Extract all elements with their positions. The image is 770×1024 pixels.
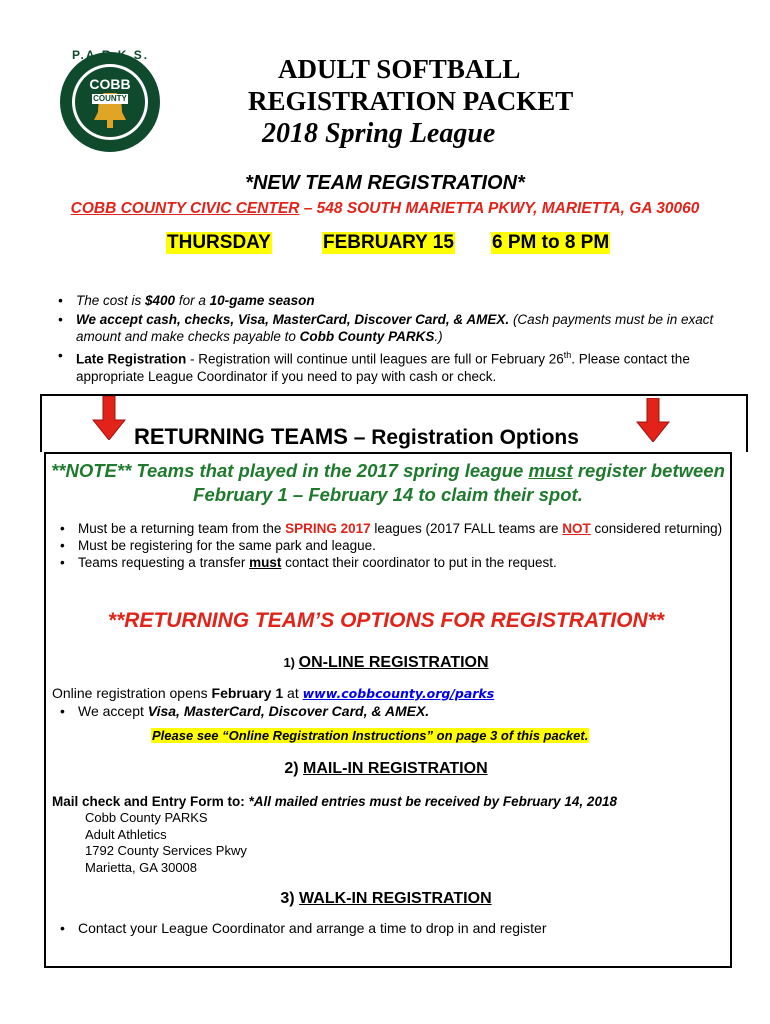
title-line-1: ADULT SOFTBALL: [278, 54, 521, 84]
info-list: [54, 292, 734, 385]
list-item: • Must be a returning team from the SPRING 2017 leagues (2017 FALL teams are NOT considered returning): [56, 520, 726, 537]
list-item: • Must be registering for the same park and league.: [56, 537, 726, 554]
address-line: Cobb County PARKS: [85, 810, 208, 825]
new-team-heading: *NEW TEAM REGISTRATION*: [245, 172, 525, 194]
title-line-2: REGISTRATION PACKET: [248, 86, 574, 116]
options-heading: **RETURNING TEAM’S OPTIONS FOR REGISTRATION**: [107, 609, 665, 632]
walkin-list: [56, 920, 547, 936]
logo-name: COBB: [89, 76, 131, 92]
title-line-3: 2018 Spring League: [262, 118, 496, 149]
mail-address: [85, 810, 247, 876]
location-address: – 548 SOUTH MARIETTA PKWY, MARIETTA, GA 30060: [299, 200, 700, 217]
event-day: THURSDAY: [167, 232, 271, 253]
location-line: [0, 200, 770, 218]
location-name: COBB COUNTY CIVIC CENTER: [70, 200, 300, 217]
list-item: • Late Registration - Registration will continue until leagues are full or February 26th. Please contact the appropriate League Coordinator if you need to pay with cash or check.: [54, 347, 734, 385]
note-text: **NOTE** Teams that played in the 2017 spring league must register between February 1 – February 14 to claim their spot.: [51, 460, 725, 505]
cobb-parks-logo: [58, 50, 162, 154]
online-instructions-note: Please see “Online Registration Instructions” on page 3 of this packet.: [152, 728, 589, 743]
walkin-heading: 3) WALK-IN REGISTRATION: [280, 890, 492, 907]
online-opens: Online registration opens February 1 at www.cobbcounty.org/parks: [52, 685, 495, 701]
returning-teams-heading: RETURNING TEAMS – Registration Options: [134, 424, 579, 449]
online-heading: 1) ON-LINE REGISTRATION: [283, 654, 489, 671]
logo-county: COUNTY: [93, 94, 127, 103]
list-item: • We accept Visa, MasterCard, Discover Card, & AMEX.: [56, 703, 429, 719]
list-item: • The cost is $400 for a 10-game season: [54, 292, 734, 309]
returning-requirements-list: [56, 520, 726, 571]
logo-ring-text: P.A.R.K.S.: [72, 48, 150, 62]
event-time: 6 PM to 8 PM: [492, 232, 610, 253]
address-line: 1792 County Services Pkwy: [85, 843, 247, 858]
address-line: Adult Athletics: [85, 826, 167, 842]
down-arrow-right-icon: [636, 398, 670, 447]
event-date: FEBRUARY 15: [323, 232, 454, 253]
mail-lead: Mail check and Entry Form to: *All mailed entries must be received by February 14, 2018: [52, 794, 617, 809]
online-accept-list: [56, 703, 429, 719]
down-arrow-left-icon: [92, 396, 126, 445]
list-item: • Teams requesting a transfer must contact their coordinator to put in the request.: [56, 554, 726, 571]
address-line: Marietta, GA 30008: [85, 859, 198, 875]
parks-url-link[interactable]: www.cobbcounty.org/parks: [302, 686, 495, 701]
list-item: • We accept cash, checks, Visa, MasterCard, Discover Card, & AMEX. (Cash payments must be in exact amount and make checks payable to Cobb County PARKS.): [54, 311, 734, 345]
list-item: • Contact your League Coordinator and arrange a time to drop in and register: [56, 920, 547, 936]
mail-heading: 2) MAIL-IN REGISTRATION: [284, 760, 488, 777]
